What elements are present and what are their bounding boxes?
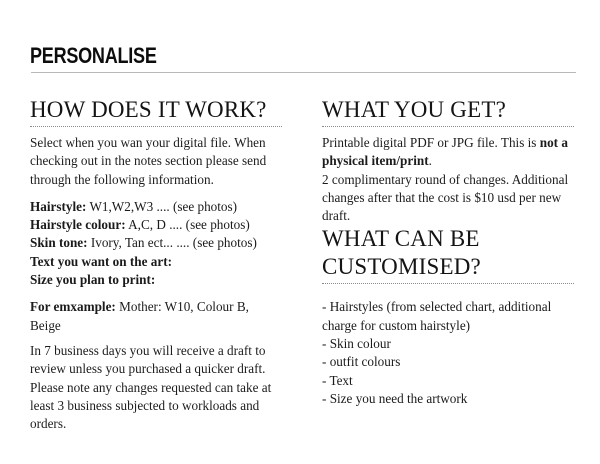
list-item: - Text bbox=[322, 372, 353, 388]
timeline-text: In 7 business days you will receive a draft to review unless you purchased a quicker draft. Please note any changes requested can take at least 3 business subjected to workloads and orders. bbox=[30, 342, 272, 432]
field-label: Hairstyle colour: bbox=[30, 217, 126, 233]
title-divider bbox=[31, 72, 576, 73]
deliverable-prefix: Printable digital PDF or JPG file. This is bbox=[322, 135, 540, 150]
what-you-get-heading: WHAT YOU GET? bbox=[322, 96, 574, 127]
field-label: Text you want on the art: bbox=[30, 253, 173, 269]
deliverable-suffix: . bbox=[428, 153, 432, 169]
field-value: Ivory, Tan ect... .... (see photos) bbox=[87, 235, 257, 251]
field-hairstyle bbox=[30, 198, 282, 216]
field-label: Skin tone: bbox=[30, 235, 88, 251]
field-value: A,C, D .... (see photos) bbox=[125, 217, 250, 233]
required-info-list bbox=[30, 198, 282, 289]
field-label: Size you plan to print: bbox=[30, 272, 156, 288]
how-it-works-heading: HOW DOES IT WORK? bbox=[30, 96, 282, 127]
how-it-works-section bbox=[30, 96, 282, 433]
list-item: - Size you need the artwork bbox=[322, 390, 468, 406]
changes-text: 2 complimentary round of changes. Additional changes after that the cost is $10 usd per new draft. bbox=[322, 171, 569, 224]
field-skin-tone bbox=[30, 234, 282, 252]
customisable-list bbox=[322, 298, 574, 408]
list-item: - Hairstyles (from selected chart, additional charge for custom hairstyle) bbox=[322, 299, 552, 333]
field-label: Hairstyle: bbox=[30, 198, 87, 214]
field-size bbox=[30, 271, 282, 289]
example-label: For emxample: bbox=[30, 299, 116, 315]
customisable-heading: WHAT CAN BE CUSTOMISED? bbox=[322, 225, 574, 284]
example-value: Mother: W10, Colour B, Beige bbox=[30, 299, 249, 333]
page-title: PERSONALISE bbox=[30, 43, 157, 68]
field-hairstyle-colour bbox=[30, 216, 282, 234]
what-you-get-section bbox=[322, 96, 574, 408]
deliverable-text bbox=[322, 134, 574, 171]
field-text bbox=[30, 253, 282, 271]
example-text bbox=[30, 298, 282, 335]
field-value: W1,W2,W3 .... (see photos) bbox=[86, 198, 238, 214]
list-item: - Skin colour bbox=[322, 336, 391, 352]
deliverable-bold: not a physical item/print bbox=[322, 135, 568, 169]
list-item: - outfit colours bbox=[322, 354, 401, 370]
how-intro-text: Select when you wan your digital file. When checking out in the notes section please send through the following information. bbox=[30, 135, 267, 187]
